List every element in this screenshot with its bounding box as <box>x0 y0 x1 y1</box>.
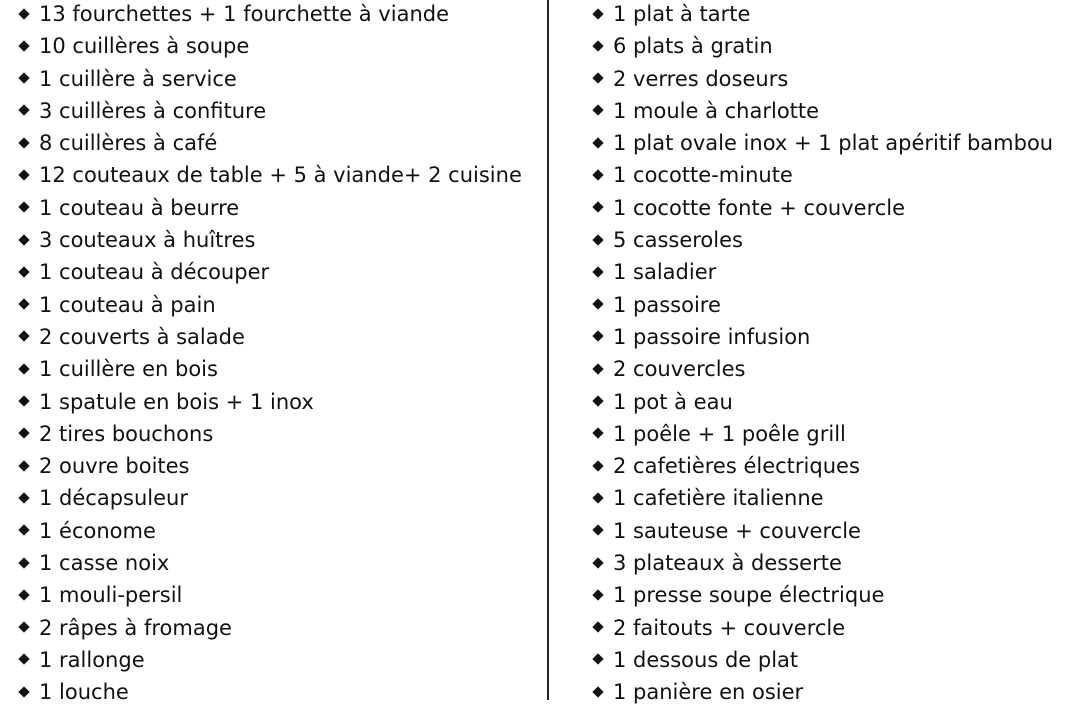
list-item <box>20 30 522 62</box>
list-item <box>20 547 522 579</box>
item-text: 1 plat ovale inox + 1 plat apéritif bambou <box>613 131 1054 156</box>
item-text: 2 faitouts + couvercle <box>613 615 846 640</box>
diamond-bullet-icon <box>18 72 29 83</box>
diamond-bullet-icon <box>18 40 29 51</box>
list-item <box>594 30 1053 62</box>
item-text: 1 couteau à beurre <box>39 195 240 220</box>
item-text: 1 cocotte-minute <box>613 163 793 188</box>
item-text: 1 cocotte fonte + couvercle <box>613 195 906 220</box>
diamond-bullet-icon <box>592 8 603 19</box>
diamond-bullet-icon <box>18 686 29 697</box>
left-inventory-list <box>20 0 522 709</box>
list-item <box>594 321 1053 353</box>
item-text: 1 poêle + 1 poêle grill <box>613 421 846 446</box>
item-text: 1 plat à tarte <box>613 2 751 26</box>
diamond-bullet-icon <box>592 363 603 374</box>
list-item <box>20 192 522 224</box>
item-text: 3 cuillères à confiture <box>39 98 267 123</box>
list-item <box>594 127 1053 159</box>
diamond-bullet-icon <box>592 686 603 697</box>
diamond-bullet-icon <box>18 331 29 342</box>
diamond-bullet-icon <box>18 169 29 180</box>
right-inventory-list <box>594 0 1053 709</box>
list-item <box>20 127 522 159</box>
item-text: 1 sauteuse + couvercle <box>613 518 861 543</box>
item-text: 13 fourchettes + 1 fourchette à viande <box>39 2 450 26</box>
list-item <box>594 612 1053 644</box>
list-item <box>594 95 1053 127</box>
list-item <box>594 0 1053 30</box>
item-text: 1 décapsuleur <box>39 486 188 511</box>
diamond-bullet-icon <box>592 589 603 600</box>
diamond-bullet-icon <box>592 557 603 568</box>
item-text: 10 cuillères à soupe <box>39 34 250 59</box>
diamond-bullet-icon <box>592 234 603 245</box>
diamond-bullet-icon <box>592 72 603 83</box>
diamond-bullet-icon <box>18 654 29 665</box>
item-text: 2 ouvre boites <box>39 454 190 479</box>
item-text: 3 plateaux à desserte <box>613 551 842 576</box>
item-text: 1 casse noix <box>39 551 170 576</box>
list-item <box>20 515 522 547</box>
item-text: 2 verres doseurs <box>613 66 789 91</box>
list-item <box>20 224 522 256</box>
list-item <box>20 579 522 611</box>
diamond-bullet-icon <box>18 557 29 568</box>
list-item <box>594 224 1053 256</box>
list-item <box>20 644 522 676</box>
list-item <box>20 289 522 321</box>
list-item <box>594 386 1053 418</box>
diamond-bullet-icon <box>592 105 603 116</box>
diamond-bullet-icon <box>592 621 603 632</box>
diamond-bullet-icon <box>592 492 603 503</box>
list-item <box>20 386 522 418</box>
diamond-bullet-icon <box>592 525 603 536</box>
item-text: 1 spatule en bois + 1 inox <box>39 389 314 414</box>
item-text: 2 couvercles <box>613 357 746 382</box>
item-text: 1 passoire infusion <box>613 324 811 349</box>
item-text: 1 dessous de plat <box>613 647 799 672</box>
item-text: 2 couverts à salade <box>39 324 245 349</box>
diamond-bullet-icon <box>592 654 603 665</box>
item-text: 6 plats à gratin <box>613 34 773 59</box>
list-item <box>20 450 522 482</box>
diamond-bullet-icon <box>18 105 29 116</box>
diamond-bullet-icon <box>592 169 603 180</box>
item-text: 1 saladier <box>613 260 717 285</box>
list-item <box>20 159 522 191</box>
diamond-bullet-icon <box>18 266 29 277</box>
diamond-bullet-icon <box>18 363 29 374</box>
list-item <box>594 547 1053 579</box>
list-item <box>20 676 522 708</box>
list-item <box>20 256 522 288</box>
diamond-bullet-icon <box>592 299 603 310</box>
diamond-bullet-icon <box>18 137 29 148</box>
list-item <box>594 644 1053 676</box>
diamond-bullet-icon <box>18 460 29 471</box>
diamond-bullet-icon <box>18 8 29 19</box>
diamond-bullet-icon <box>18 202 29 213</box>
diamond-bullet-icon <box>18 525 29 536</box>
list-item <box>20 321 522 353</box>
list-item <box>20 95 522 127</box>
diamond-bullet-icon <box>18 234 29 245</box>
diamond-bullet-icon <box>592 428 603 439</box>
list-item <box>20 612 522 644</box>
item-text: 1 cafetière italienne <box>613 486 824 511</box>
item-text: 1 pot à eau <box>613 389 733 414</box>
diamond-bullet-icon <box>18 589 29 600</box>
item-text: 1 panière en osier <box>613 680 804 705</box>
list-item <box>20 482 522 514</box>
item-text: 1 couteau à pain <box>39 292 216 317</box>
diamond-bullet-icon <box>592 137 603 148</box>
item-text: 1 moule à charlotte <box>613 98 820 123</box>
list-item <box>594 159 1053 191</box>
list-item <box>20 353 522 385</box>
item-text: 1 mouli-persil <box>39 583 183 608</box>
diamond-bullet-icon <box>18 492 29 503</box>
item-text: 1 passoire <box>613 292 721 317</box>
list-item <box>594 482 1053 514</box>
item-text: 1 louche <box>39 680 129 705</box>
diamond-bullet-icon <box>592 202 603 213</box>
list-item <box>594 676 1053 708</box>
column-divider <box>547 0 549 700</box>
item-text: 1 cuillère à service <box>39 66 237 91</box>
diamond-bullet-icon <box>592 331 603 342</box>
list-item <box>594 579 1053 611</box>
diamond-bullet-icon <box>592 40 603 51</box>
diamond-bullet-icon <box>18 395 29 406</box>
item-text: 3 couteaux à huîtres <box>39 228 256 253</box>
item-text: 1 couteau à découper <box>39 260 270 285</box>
diamond-bullet-icon <box>18 428 29 439</box>
item-text: 2 tires bouchons <box>39 421 214 446</box>
list-item <box>20 418 522 450</box>
diamond-bullet-icon <box>18 299 29 310</box>
list-item <box>594 450 1053 482</box>
list-item <box>594 418 1053 450</box>
item-text: 1 économe <box>39 518 156 543</box>
list-item <box>594 192 1053 224</box>
item-text: 2 cafetières électriques <box>613 454 860 479</box>
list-item <box>594 289 1053 321</box>
item-text: 1 rallonge <box>39 647 145 672</box>
diamond-bullet-icon <box>592 460 603 471</box>
list-item <box>594 353 1053 385</box>
list-item <box>594 256 1053 288</box>
item-text: 1 presse soupe électrique <box>613 583 885 608</box>
list-item <box>20 0 522 30</box>
diamond-bullet-icon <box>592 266 603 277</box>
list-item <box>594 63 1053 95</box>
diamond-bullet-icon <box>18 621 29 632</box>
diamond-bullet-icon <box>592 395 603 406</box>
item-text: 12 couteaux de table + 5 à viande+ 2 cuisine <box>39 163 522 188</box>
item-text: 8 cuillères à café <box>39 131 218 156</box>
item-text: 1 cuillère en bois <box>39 357 218 382</box>
item-text: 2 râpes à fromage <box>39 615 232 640</box>
list-item <box>594 515 1053 547</box>
list-item <box>20 63 522 95</box>
item-text: 5 casseroles <box>613 228 743 253</box>
